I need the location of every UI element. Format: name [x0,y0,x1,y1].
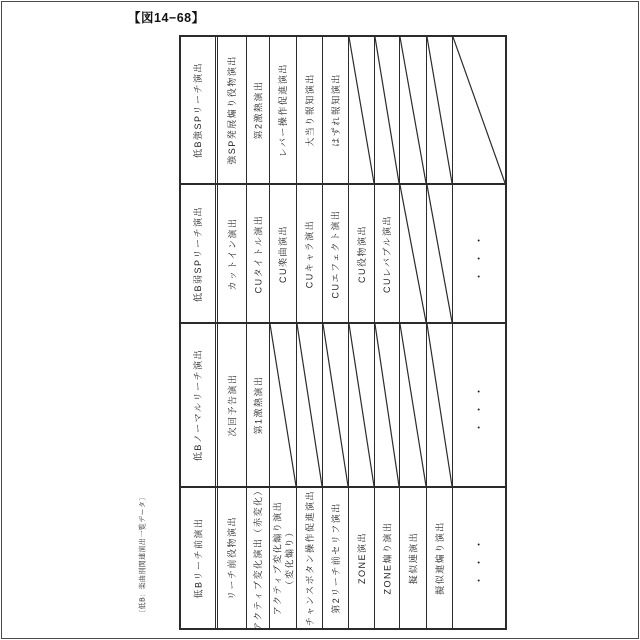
empty-cell [453,37,505,183]
production-label [277,225,289,283]
production-label [330,73,342,147]
production-label [356,532,368,584]
empty-cell [400,324,427,486]
production-label [252,80,264,139]
diagonal-line [349,37,374,183]
band-header-cell [181,324,218,486]
empty-cell [297,324,323,486]
production-label [271,501,295,616]
production-label-line: 第2激熱演出 [253,80,264,140]
production-cell [297,185,323,322]
production-label-line: レバー操作促進演出 [278,63,288,157]
production-list-table [179,35,507,630]
production-label [226,373,238,436]
figure-caption [130,486,158,624]
production-cell [218,37,247,183]
production-label [252,485,264,631]
diagonal-line [453,37,505,183]
production-label [434,521,446,595]
production-cell [247,484,270,632]
production-label-line: 次回予告演出 [227,373,238,437]
empty-cell [323,324,349,486]
production-cell [375,488,400,628]
empty-cell [349,324,375,486]
production-cell [247,324,270,486]
ellipsis-cell [453,488,505,628]
production-label-line: CUキャラ演出 [304,219,315,288]
ellipsis-label: ・・・ [474,377,485,433]
production-label [330,502,342,614]
production-cell [375,185,400,322]
production-cell [270,37,297,183]
production-label-line: リーチ前役物演出 [227,515,238,601]
band-header-cell [181,185,218,322]
production-cell [247,37,270,183]
diagonal-line [400,37,426,183]
diagonal-line [375,37,399,183]
diagonal-line [375,324,399,486]
production-label [381,214,393,292]
production-label [277,63,289,157]
empty-cell [427,185,453,322]
diagonal-line [270,324,296,486]
production-cell [323,37,349,183]
table-band [181,37,505,185]
production-label-line: ZONE煽り演出 [382,521,393,595]
diagonal-line [297,324,322,486]
production-cell [323,185,349,322]
production-cell [247,185,270,322]
diagonal-line [400,185,426,322]
production-cell [218,185,247,322]
ellipsis-cell [453,324,505,486]
production-cell [218,488,247,628]
band-header-label: 低Bリーチ前演出 [193,517,204,599]
production-cell [297,488,323,628]
production-cell [323,488,349,628]
band-header-cell [181,37,218,183]
ellipsis-label: ・・・ [474,530,485,586]
production-label [226,55,238,165]
production-label-line: アクティブ変化演出（赤変化） [253,484,264,632]
production-label-line: カットイン演出 [227,217,237,290]
production-cell [270,185,297,322]
production-label [226,516,238,600]
production-cell [349,185,375,322]
production-label-line: はずれ報知演出 [330,73,341,147]
production-label-line: CU楽曲演出 [278,224,288,283]
production-cell [427,488,453,628]
production-label-line: アクティブ変化煽り演出 [272,500,283,616]
empty-cell [427,37,453,183]
production-label [226,217,238,290]
production-cell [218,324,247,486]
empty-cell [375,37,400,183]
production-cell [400,488,427,628]
table-band [181,185,505,324]
production-label [304,73,316,147]
empty-cell [270,324,297,486]
diagonal-line [349,324,374,486]
empty-cell [375,324,400,486]
ellipsis-label: ・・・ [474,226,485,281]
production-label [304,490,316,626]
production-label [252,214,264,293]
production-label [330,209,342,298]
table-band [181,484,505,632]
production-label-line: CUタイトル演出 [253,214,264,293]
diagonal-line [400,324,426,486]
band-header-cell [181,488,218,628]
diagonal-line [427,185,452,322]
empty-cell [349,37,375,183]
production-label [304,219,316,288]
production-label-line: 擬似連演出 [408,531,419,585]
ellipsis-cell [453,185,505,322]
band-header-label: 低Bノーマルリーチ演出 [193,348,204,462]
production-label-line: 第2リーチ前セリフ演出 [330,502,341,614]
table-band [181,324,505,488]
figure-caption-text: 〔低B：楽曲別関連演出一覧データ〕 [140,493,147,617]
production-label-line: チャンスボタン操作促進演出 [304,490,315,626]
production-label [381,521,393,594]
production-label-line: 擬似連煽り演出 [434,521,445,595]
diagonal-line [427,37,452,183]
production-label [252,375,264,434]
figure-title: 【図14−68】 [128,11,205,25]
production-label-line: ZONE演出 [356,531,367,585]
production-cell [297,37,323,183]
empty-cell [400,185,427,322]
production-label-line: CU役物演出 [356,224,367,283]
empty-cell [427,324,453,486]
production-label-line: 強SP発展煽り役物演出 [227,55,238,165]
production-label-line: 第1激熱演出 [253,375,264,435]
production-label [356,225,368,283]
production-label [407,532,419,585]
production-label-line: CUレバブル演出 [382,214,393,293]
diagonal-line [427,324,452,486]
production-cell [349,488,375,628]
production-label-line: （変化煽り） [284,526,295,590]
diagonal-line [323,324,348,486]
band-header-label: 低B弱SPリーチ演出 [193,205,204,302]
band-header-label: 低B強SPリーチ演出 [193,61,204,159]
production-label-line: CUエフェクト演出 [330,208,341,299]
empty-cell [400,37,427,183]
production-label-line: 大当り報知演出 [304,73,315,147]
production-cell [270,488,297,628]
